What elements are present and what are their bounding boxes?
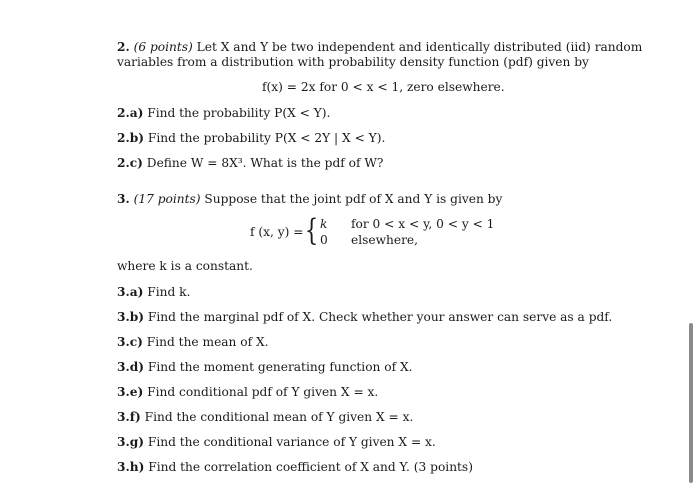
vertical-scrollbar[interactable] xyxy=(689,323,693,483)
problem2-intro-line1 xyxy=(117,40,642,55)
problem2-points: (6 points) xyxy=(133,40,193,54)
problem3-part-b xyxy=(117,310,612,325)
problem2-intro-line2: variables from a distribution with probability density function (pdf) given by xyxy=(117,55,589,69)
problem3-points: (17 points) xyxy=(133,192,201,206)
part-text: Find the moment generating function of X. xyxy=(147,360,413,374)
part-label: 2.c) xyxy=(117,156,143,170)
part-label: 2.b) xyxy=(117,131,145,145)
problem3-part-c xyxy=(117,335,269,350)
part-text: Find the conditional variance of Y given X = x. xyxy=(147,435,436,449)
problem3-part-e xyxy=(117,385,378,400)
part-text: Find the conditional mean of Y given X = x. xyxy=(144,410,414,424)
problem3-number: 3. xyxy=(117,192,130,206)
problem3-intro xyxy=(117,192,502,207)
case2-condition: elsewhere, xyxy=(351,233,418,247)
problem3-part-a xyxy=(117,285,190,300)
case1-value: k xyxy=(320,217,328,231)
part-label: 3.a) xyxy=(117,285,144,299)
problem3-part-f xyxy=(117,410,413,425)
part-text: Find the marginal pdf of X. Check whether your answer can serve as a pdf. xyxy=(147,310,613,324)
part-text: Find conditional pdf of Y given X = x. xyxy=(147,385,379,399)
problem3-part-g xyxy=(117,435,436,450)
part-label: 3.c) xyxy=(117,335,143,349)
problem2-pdf-formula: f(x) = 2x for 0 < x < 1, zero elsewhere. xyxy=(262,80,505,94)
problem3-part-d xyxy=(117,360,413,375)
part-text: Find the correlation coefficient of X and Y. (3 points) xyxy=(148,460,473,474)
part-label: 3.g) xyxy=(117,435,145,449)
case1-condition: for 0 < x < y, 0 < y < 1 xyxy=(351,217,495,231)
problem3-part-h xyxy=(117,460,473,475)
part-text: Find the mean of X. xyxy=(146,335,269,349)
problem2-number: 2. xyxy=(117,40,130,54)
part-label: 2.a) xyxy=(117,106,144,120)
joint-pdf-lhs: f (x, y) = xyxy=(250,225,304,239)
problem2-part-a xyxy=(117,106,330,121)
part-label: 3.h) xyxy=(117,460,145,474)
part-text: Find the probability P(X < Y). xyxy=(147,106,331,120)
part-label: 3.e) xyxy=(117,385,144,399)
left-brace: { xyxy=(304,213,319,248)
part-label: 3.d) xyxy=(117,360,145,374)
problem2-part-c xyxy=(117,156,383,171)
part-text: Define W = 8X³. What is the pdf of W? xyxy=(146,156,384,170)
part-label: 3.f) xyxy=(117,410,141,424)
problem3-intro-text: Suppose that the joint pdf of X and Y is given by xyxy=(204,192,503,206)
part-text: Find k. xyxy=(147,285,191,299)
case2-value: 0 xyxy=(320,233,328,247)
problem2-part-b xyxy=(117,131,385,146)
problem3-constant-note: where k is a constant. xyxy=(117,259,253,273)
part-text: Find the probability P(X < 2Y | X < Y). xyxy=(147,131,386,145)
part-label: 3.b) xyxy=(117,310,145,324)
problem2-intro-text1: Let X and Y be two independent and identically distributed (iid) random xyxy=(196,40,643,54)
